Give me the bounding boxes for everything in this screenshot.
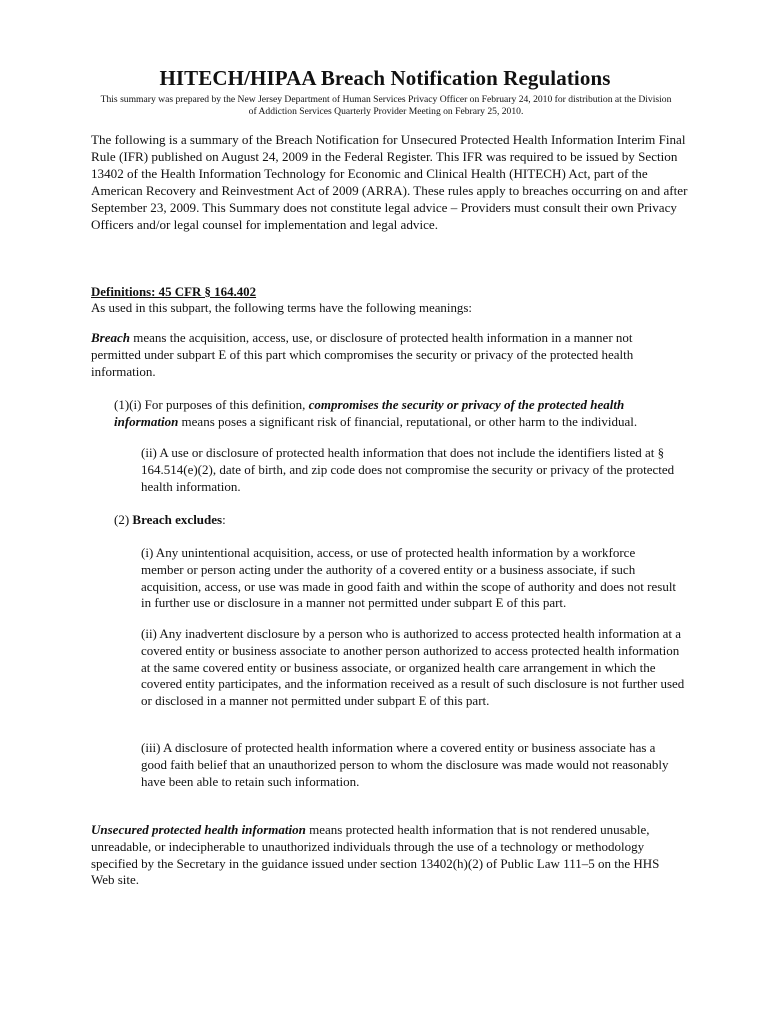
clause-2-suffix: : — [222, 512, 226, 527]
document-subtitle: This summary was prepared by the New Jersey Department of Human Services Privacy Officer on February 24, 2010 for distribution at the Division of Addiction Services Quarterly Provider Meeting on Febrary 25, 2010. — [100, 94, 672, 117]
definitions-lead: As used in this subpart, the following terms have the following meanings: — [91, 301, 472, 316]
clause-2-term: Breach excludes — [132, 512, 223, 527]
clause-1i — [114, 397, 681, 431]
definitions-heading: Definitions: 45 CFR § 164.402 — [91, 285, 257, 299]
clause-2 — [114, 512, 674, 529]
exclusion-i: (i) Any unintentional acquisition, access, or use of protected health information by a workforce member or person acting under the authority of a covered entity or a business associate, if such acquisition, access, or use was made in good faith and within the scope of authority and does not result in further use or disclosure in a manner not permitted under subpart E of this part. — [141, 545, 677, 611]
clause-1i-term: compromises the security or privacy of the protected health information — [114, 397, 625, 429]
intro-paragraph: The following is a summary of the Breach Notification for Unsecured Protected Health Information Interim Final Rule (IFR) published on August 24, 2009 in the Federal Register. This IFR was required to be issued by Section 13402 of the Health Information Technology for Economic and Clinical Health (HITECH) Act, part of the American Recovery and Reinvestment Act of 2009 (ARRA). These rules apply to breaches occurring on and after September 23, 2009. This Summary does not constitute legal advice – Providers must consult their own Privacy Officers and/or legal counsel for implementation and legal advice. — [91, 132, 688, 232]
unsecured-phi-definition — [91, 822, 681, 889]
clause-ii: (ii) A use or disclosure of protected health information that does not include the identifiers listed at § 164.514(e)(2), date of birth, and zip code does not compromise the security or privacy of the protected health information. — [141, 445, 675, 494]
clause-1i-text: means poses a significant risk of financial, reputational, or other harm to the individual. — [178, 413, 638, 429]
breach-text: means the acquisition, access, use, or disclosure of protected health information in a manner not permitted under subpart E of this part which compromises the security or privacy of the protected health information. — [91, 330, 634, 379]
breach-definition — [91, 330, 681, 380]
document-title: HITECH/HIPAA Breach Notification Regulations — [159, 66, 611, 90]
unsecured-term: Unsecured protected health information — [91, 822, 306, 837]
unsecured-text: means protected health information that is not rendered unusable, unreadable, or indecipherable to unauthorized individuals through the use of a technology or methodology specified by the Secretary in the guidance issued under section 13402(h)(2) of Public Law 111–5 on the HHS Web site. — [91, 822, 660, 888]
exclusion-ii: (ii) Any inadvertent disclosure by a person who is authorized to access protected health information at a covered entity or business associate to another person authorized to access protected health information at the same covered entity or business associate, or organized health care arrangement in which the covered entity participates, and the information received as a result of such disclosure is not further used or disclosed in a manner not permitted under subpart E of this part. — [141, 626, 685, 709]
definitions-section — [91, 284, 691, 317]
clause-1i-prefix: (1)(i) For purposes of this definition, — [114, 397, 309, 412]
breach-term: Breach — [91, 330, 130, 345]
exclusion-iii: (iii) A disclosure of protected health information where a covered entity or business associate has a good faith belief that an unauthorized person to whom the disclosure was made would not reasonably have been able to retain such information. — [141, 740, 669, 789]
clause-2-prefix: (2) — [114, 512, 133, 527]
